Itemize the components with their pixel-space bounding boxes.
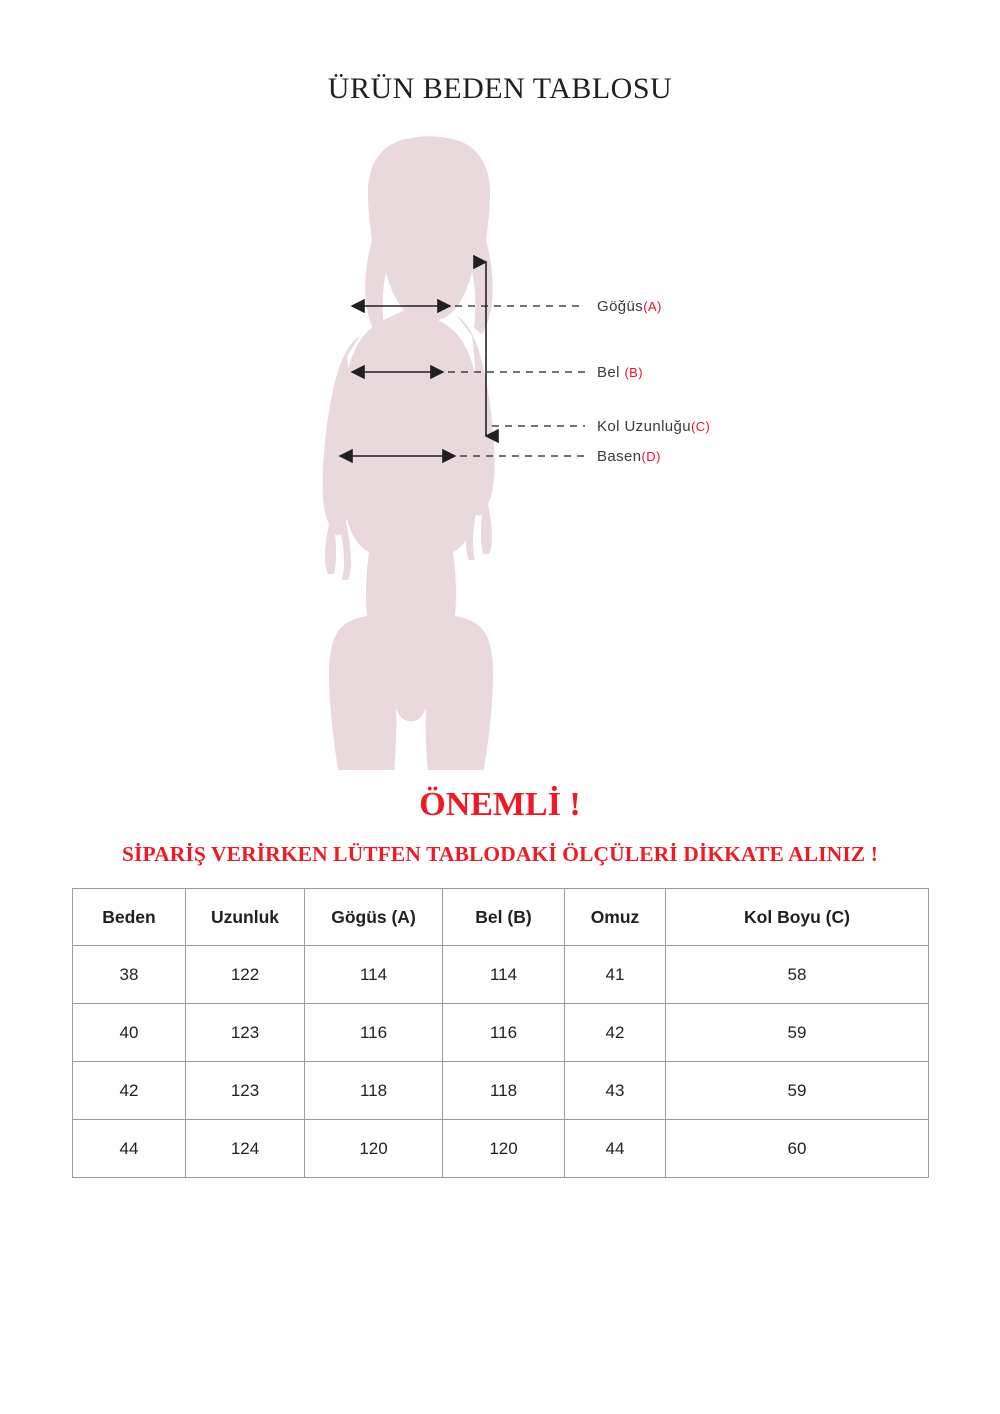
size-table [72, 888, 929, 1178]
cell-omuz: 42 [565, 1004, 666, 1062]
warning-text: SİPARİŞ VERİRKEN LÜTFEN TABLODAKİ ÖLÇÜLERİ DİKKATE ALINIZ ! [122, 842, 878, 866]
cell-gogus: 114 [305, 946, 443, 1004]
column-header-uzunluk: Uzunluk [186, 889, 305, 946]
cell-uzunluk: 123 [186, 1062, 305, 1120]
warning-heading: ÖNEMLİ ! [419, 786, 581, 823]
cell-uzunluk: 123 [186, 1004, 305, 1062]
page-title: ÜRÜN BEDEN TABLOSU [327, 72, 673, 105]
column-header-omuz: Omuz [565, 889, 666, 946]
cell-omuz: 43 [565, 1062, 666, 1120]
table-row [73, 1062, 929, 1120]
cell-beden: 44 [73, 1120, 186, 1178]
column-header-gogus: Gögüs (A) [305, 889, 443, 946]
label-sleeve-length [597, 418, 710, 435]
label-chest [597, 298, 662, 315]
cell-uzunluk: 122 [186, 946, 305, 1004]
label-waist-code: (B) [624, 365, 643, 380]
cell-gogus: 116 [305, 1004, 443, 1062]
table-row [73, 1004, 929, 1062]
female-silhouette-diagram [0, 130, 1000, 770]
column-header-beden: Beden [73, 889, 186, 946]
measurement-figure [0, 130, 1000, 770]
table-header-row [73, 889, 929, 946]
column-header-bel: Bel (B) [443, 889, 565, 946]
label-waist [597, 364, 643, 381]
table-row [73, 946, 929, 1004]
cell-bel: 120 [443, 1120, 565, 1178]
label-hip-text: Basen [597, 448, 642, 465]
cell-omuz: 44 [565, 1120, 666, 1178]
cell-beden: 38 [73, 946, 186, 1004]
cell-kol-boyu: 59 [666, 1062, 929, 1120]
column-header-kol-boyu: Kol Boyu (C) [666, 889, 929, 946]
label-chest-text: Göğüs [597, 298, 644, 315]
cell-kol-boyu: 59 [666, 1004, 929, 1062]
cell-gogus: 118 [305, 1062, 443, 1120]
label-chest-code: (A) [643, 299, 662, 314]
cell-beden: 42 [73, 1062, 186, 1120]
cell-bel: 114 [443, 946, 565, 1004]
cell-uzunluk: 124 [186, 1120, 305, 1178]
body-silhouette-icon [323, 136, 495, 770]
cell-gogus: 120 [305, 1120, 443, 1178]
label-hip-code: (D) [641, 449, 661, 464]
label-sleeve-length-text: Kol Uzunluğu [597, 418, 692, 435]
cell-bel: 118 [443, 1062, 565, 1120]
cell-beden: 40 [73, 1004, 186, 1062]
cell-kol-boyu: 60 [666, 1120, 929, 1178]
cell-bel: 116 [443, 1004, 565, 1062]
cell-omuz: 41 [565, 946, 666, 1004]
label-waist-text: Bel [597, 364, 625, 381]
cell-kol-boyu: 58 [666, 946, 929, 1004]
label-hip [597, 448, 661, 465]
label-sleeve-length-code: (C) [691, 419, 711, 434]
table-row [73, 1120, 929, 1178]
